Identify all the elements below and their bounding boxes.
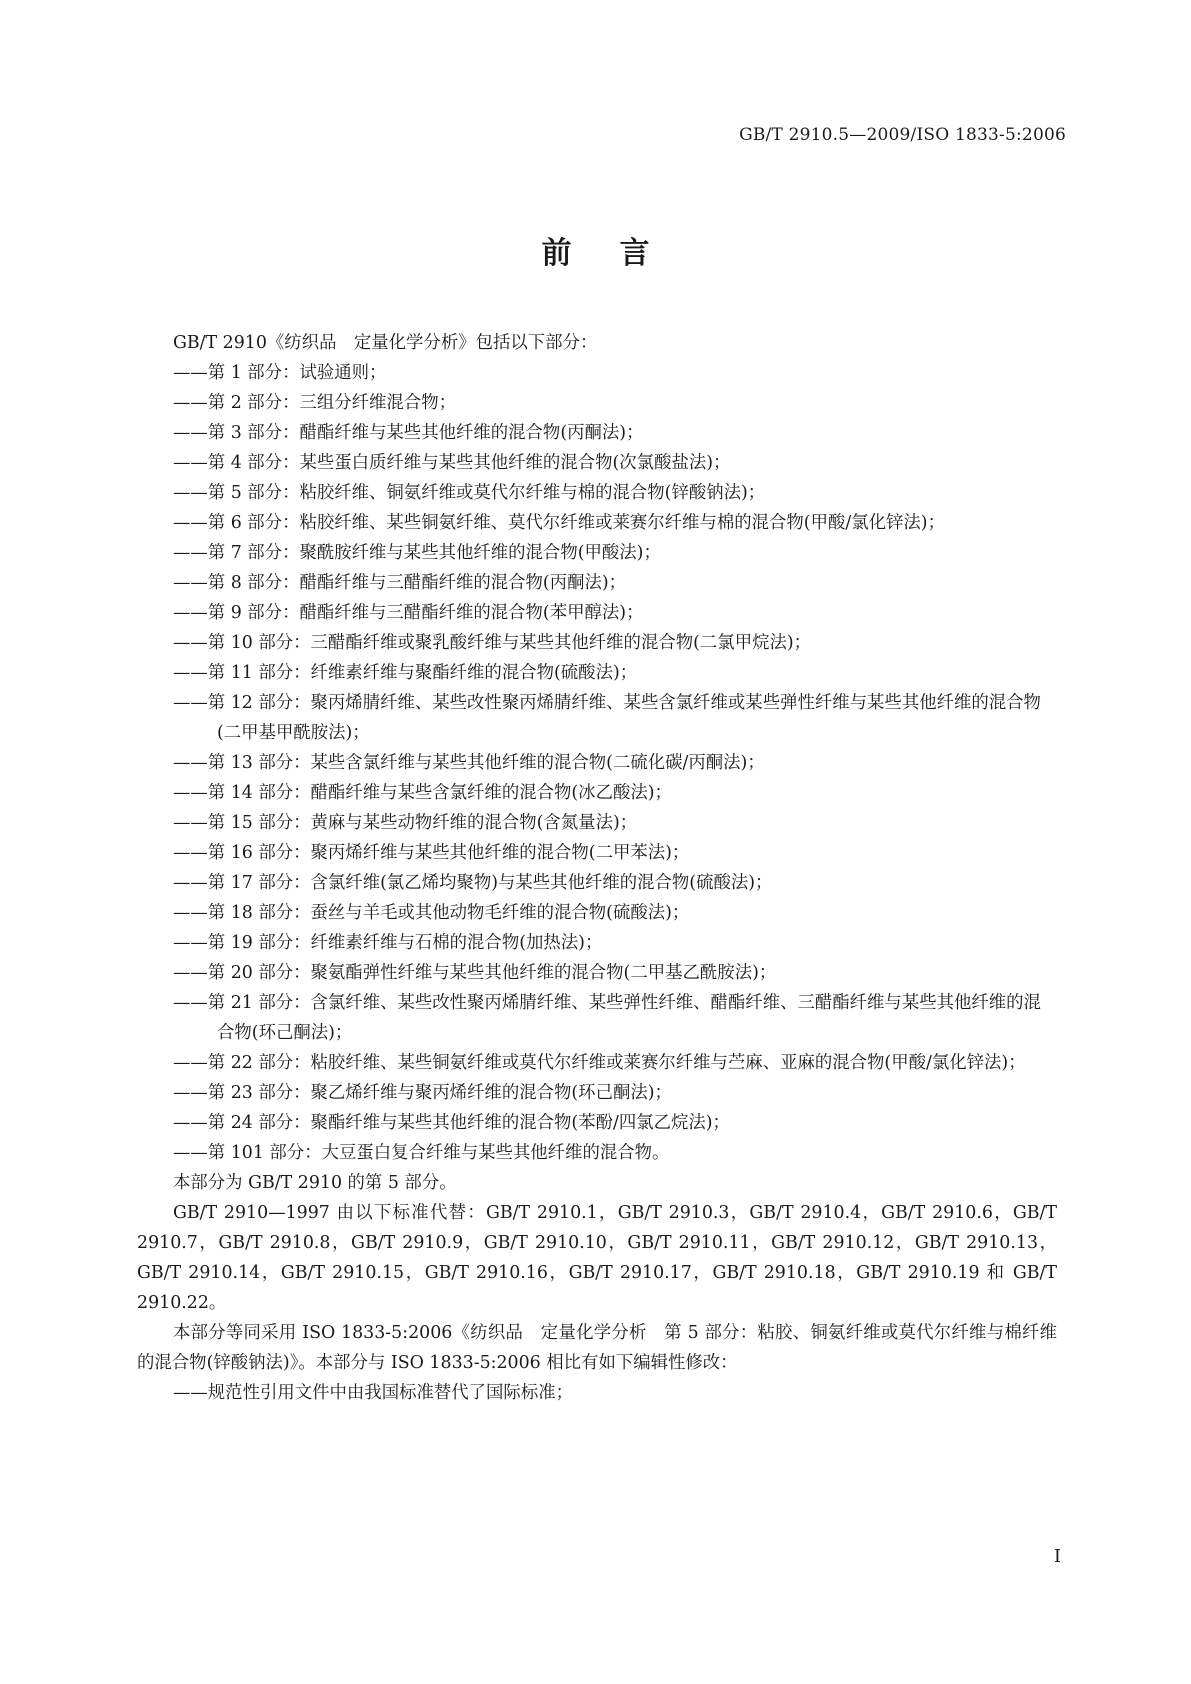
- list-item: ——第 15 部分：黄麻与某些动物纤维的混合物(含氮量法)；: [173, 813, 638, 833]
- list-item: ——第 22 部分：粘胶纤维、某些铜氨纤维或莫代尔纤维或莱赛尔纤维与苎麻、亚麻的混合物(甲酸/氯化锌法)；: [173, 1053, 1026, 1073]
- body-content: [137, 328, 1057, 1408]
- list-item: ——第 16 部分：聚丙烯纤维与某些其他纤维的混合物(二甲苯法)；: [173, 843, 690, 863]
- list-item: ——第 10 部分：三醋酯纤维或聚乳酸纤维与某些其他纤维的混合物(二氯甲烷法)；: [173, 633, 812, 653]
- list-item: ——第 4 部分：某些蛋白质纤维与某些其他纤维的混合物(次氯酸盐法)；: [173, 453, 731, 473]
- list-item: ——第 5 部分：粘胶纤维、铜氨纤维或莫代尔纤维与棉的混合物(锌酸钠法)；: [173, 483, 766, 503]
- list-item: ——第 23 部分：聚乙烯纤维与聚丙烯纤维的混合物(环己酮法)；: [173, 1083, 672, 1103]
- list-item: ——第 2 部分：三组分纤维混合物；: [173, 393, 456, 413]
- list-item: ——第 18 部分：蚕丝与羊毛或其他动物毛纤维的混合物(硫酸法)；: [173, 903, 690, 923]
- paragraph-part-statement: 本部分为 GB/T 2910 的第 5 部分。: [173, 1173, 457, 1193]
- standard-code-header: GB/T 2910.5—2009/ISO 1833-5:2006: [739, 125, 1066, 145]
- list-item: ——第 13 部分：某些含氯纤维与某些其他纤维的混合物(二硫化碳/丙酮法)；: [173, 753, 765, 773]
- list-item: ——第 12 部分：聚丙烯腈纤维、某些改性聚丙烯腈纤维、某些含氯纤维或某些弹性纤维与某些其他纤维的混合物(二甲基甲酰胺法)；: [173, 693, 1041, 743]
- list-item: ——第 9 部分：醋酯纤维与三醋酯纤维的混合物(苯甲醇法)；: [173, 603, 644, 623]
- list-item: ——第 14 部分：醋酯纤维与某些含氯纤维的混合物(冰乙酸法)；: [173, 783, 672, 803]
- list-item: ——第 21 部分：含氯纤维、某些改性聚丙烯腈纤维、某些弹性纤维、醋酯纤维、三醋酯纤维与某些其他纤维的混合物(环己酮法)；: [173, 993, 1041, 1043]
- intro-line: GB/T 2910《纺织品 定量化学分析》包括以下部分：: [173, 333, 598, 353]
- list-item: ——第 17 部分：含氯纤维(氯乙烯均聚物)与某些其他纤维的混合物(硫酸法)；: [173, 873, 773, 893]
- page-number: I: [1053, 1546, 1061, 1567]
- list-item: ——第 20 部分：聚氨酯弹性纤维与某些其他纤维的混合物(二甲基乙酰胺法)；: [173, 963, 777, 983]
- list-item: ——第 24 部分：聚酯纤维与某些其他纤维的混合物(苯酚/四氯乙烷法)；: [173, 1113, 730, 1133]
- parts-list: [137, 358, 1057, 1168]
- page-title: 前言: [541, 236, 698, 271]
- list-item: ——第 1 部分：试验通则；: [173, 363, 387, 383]
- list-item: ——第 19 部分：纤维素纤维与石棉的混合物(加热法)；: [173, 933, 603, 953]
- list-item-final: ——规范性引用文件中由我国标准替代了国际标准；: [173, 1383, 573, 1403]
- list-item: ——第 11 部分：纤维素纤维与聚酯纤维的混合物(硫酸法)；: [173, 663, 638, 683]
- list-item: ——第 3 部分：醋酯纤维与某些其他纤维的混合物(丙酮法)；: [173, 423, 644, 443]
- list-item: ——第 8 部分：醋酯纤维与三醋酯纤维的混合物(丙酮法)；: [173, 573, 627, 593]
- list-item: ——第 7 部分：聚酰胺纤维与某些其他纤维的混合物(甲酸法)；: [173, 543, 661, 563]
- paragraph-replacement: GB/T 2910—1997 由以下标准代替：GB/T 2910.1，GB/T 2910.3，GB/T 2910.4，GB/T 2910.6，GB/T 2910.7，GB/T 2910.8，GB/T 2910.9，GB/T 2910.10，GB/T 2910.11，GB/T 2910.12，GB/T 2910.13，GB/T 2910.14，GB/T 2910.15，GB/T 2910.16，GB/T 2910.17，GB/T 2910.18，GB/T 2910.19 和 GB/T 2910.22。: [137, 1203, 1057, 1313]
- list-item: ——第 101 部分：大豆蛋白复合纤维与某些其他纤维的混合物。: [173, 1143, 670, 1163]
- paragraph-adoption: 本部分等同采用 ISO 1833-5:2006《纺织品 定量化学分析 第 5 部分：粘胶、铜氨纤维或莫代尔纤维与棉纤维的混合物(锌酸钠法)》。本部分与 ISO 1833-5:2006 相比有如下编辑性修改：: [137, 1323, 1057, 1373]
- list-item: ——第 6 部分：粘胶纤维、某些铜氨纤维、莫代尔纤维或莱赛尔纤维与棉的混合物(甲酸/氯化锌法)；: [173, 513, 945, 533]
